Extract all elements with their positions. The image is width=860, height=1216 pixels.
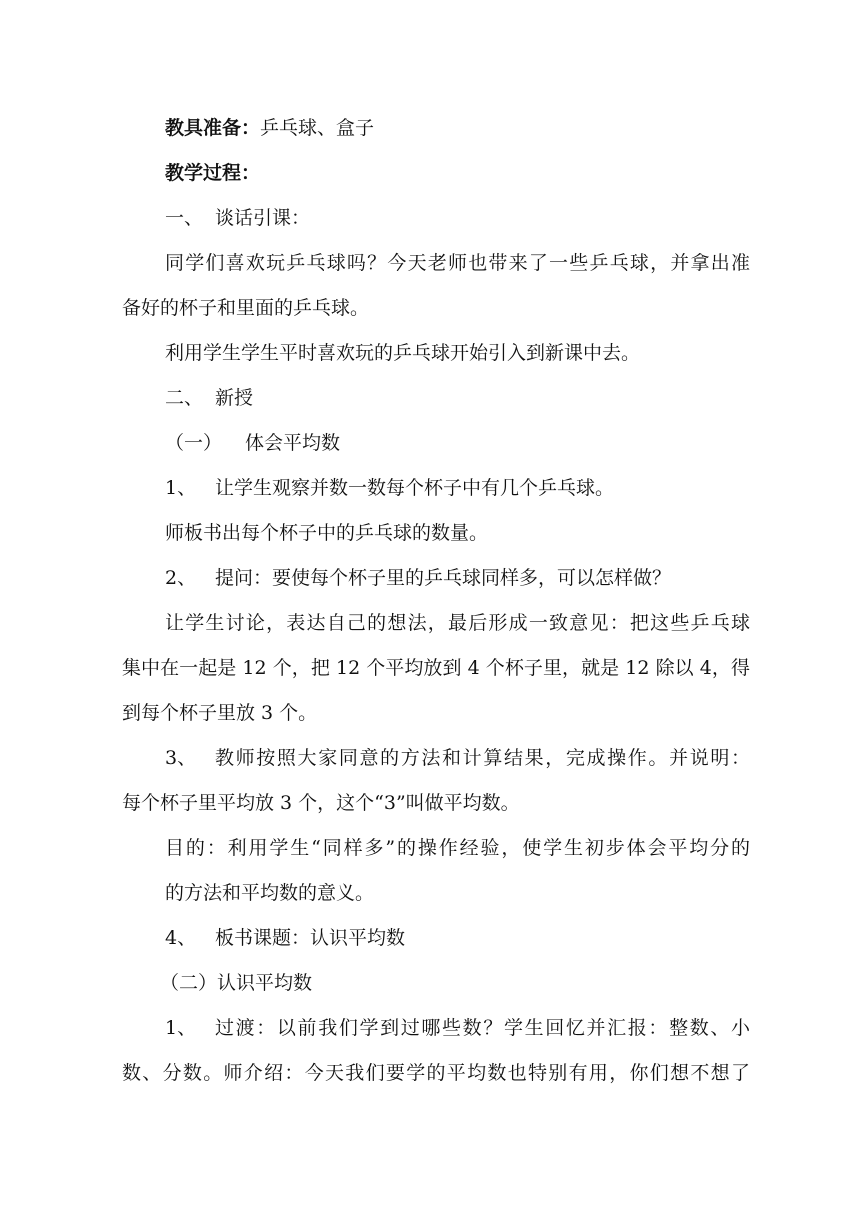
subsection2-heading: （二）认识平均数	[160, 972, 313, 994]
item3-text: 教师按照大家同意的方法和计算结果，完成操作。并说明：	[215, 747, 750, 769]
process-heading: 教学过程：	[165, 162, 261, 184]
section1-number: 一、	[165, 207, 204, 229]
item2-text: 提问：要使每个杯子里的乒乓球同样多，可以怎样做？	[215, 567, 672, 589]
paragraph1-line2: 备好的杯子和里面的乒乓球。	[122, 297, 370, 319]
item4-text: 板书课题：认识平均数	[215, 927, 406, 949]
item5-number: 1、	[165, 1017, 197, 1039]
materials-value: 乒乓球、盒子	[260, 117, 375, 139]
item2-number: 2、	[165, 567, 197, 589]
item3-line2: 每个杯子里平均放 3 个，这个“3”叫做平均数。	[122, 792, 520, 814]
section2-title: 新授	[215, 387, 254, 409]
materials-line	[165, 116, 374, 140]
subsection1-number: （一）	[165, 432, 223, 454]
paragraph4-line1: 让学生讨论，表达自己的想法，最后形成一致意见：把这些乒乓球	[165, 612, 750, 634]
paragraph5-line2: 的方法和平均数的意义。	[165, 882, 375, 904]
paragraph4-line3: 到每个杯子里放 3 个。	[122, 702, 318, 724]
item4-number: 4、	[165, 927, 197, 949]
paragraph1-line1: 同学们喜欢玩乒乓球吗？今天老师也带来了一些乒乓球，并拿出准	[165, 252, 750, 274]
section1-title: 谈话引课：	[215, 207, 311, 229]
item5-line2: 数、分数。师介绍：今天我们要学的平均数也特别有用，你们想不想了	[122, 1062, 750, 1084]
paragraph5-line1: 目的：利用学生“同样多”的操作经验，使学生初步体会平均分的	[165, 837, 750, 859]
item3-number: 3、	[165, 747, 197, 769]
materials-label: 教具准备：	[165, 117, 261, 139]
subsection1-title: 体会平均数	[245, 432, 341, 454]
paragraph2: 利用学生学生平时喜欢玩的乒乓球开始引入到新课中去。	[165, 342, 641, 364]
item1-text: 让学生观察并数一数每个杯子中有几个乒乓球。	[215, 477, 615, 499]
section2-number: 二、	[165, 387, 204, 409]
item5-text: 过渡：以前我们学到过哪些数？学生回忆并汇报：整数、小	[215, 1017, 750, 1039]
item1-number: 1、	[165, 477, 197, 499]
paragraph4-line2: 集中在一起是 12 个，把 12 个平均放到 4 个杯子里，就是 12 除以 4，得	[122, 657, 750, 679]
paragraph3: 师板书出每个杯子中的乒乓球的数量。	[165, 522, 489, 544]
